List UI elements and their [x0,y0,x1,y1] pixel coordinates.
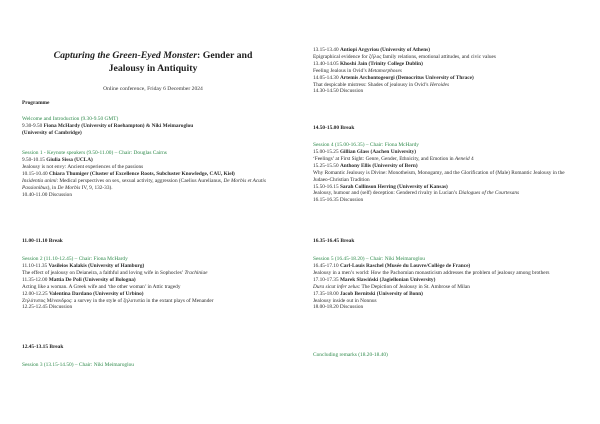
session-3-block [313,47,581,95]
s5-paper-1: Jealousy in a men’s world: How the Pachomian monasticism addresses the problem of jealousy among brothers [313,269,550,276]
welcome-heading: Welcome and Introduction (9.30-9.50 GMT) [22,116,119,122]
s3-speaker-1: Antiopi Argyriou (University of Athens) [339,47,430,53]
s5-time-1: 16.45-17.10 [313,263,339,269]
s5-discussion: 18.00-18.20 Discussion [313,304,364,311]
s1-discussion: 10.40-11.00 Discussion [22,191,72,198]
s2-speaker-1: Vasileios Kalakis (University of Hamburg) [48,263,145,269]
session-5-block [313,256,581,311]
s2-time-2: 11.35-12.00 [22,276,48,283]
s3-speaker-2: Khoshi Jain (Trinity College Dublin) [339,60,423,67]
session-4-block [313,142,581,204]
s2-discussion: 12.25-12.45 Discussion [22,304,73,311]
s3-paper-2: Feeling Jealous in Ovid’s Metamorphoses [313,67,402,74]
s3-paper-3: That despicable mistress: Shades of jealousy in Ovid’s Heroides [313,81,450,88]
s5-paper-3: Jealousy inside out in Nonnus [313,297,377,304]
s4-speaker-2: Anthony Ellis (University of Bern) [339,162,418,169]
s5-speaker-2: Marek Slawiński (Jagiellonian University) [339,276,436,283]
s4-paper-3: Jealousy, humour and (self) deception: Gendered rivalry in Lucian’s Dialogues of the Courtesans [313,190,520,197]
s4-paper-2: Why Romantic Jealousy is Divine: Monotheism, Monogamy, and the Glorification of (Male) Romantic Jealousy in the Judaeo-Christian Tradition [313,169,565,183]
s1-time-2: 10.15-10.40 [22,170,48,177]
s3-time-3: 14.05-14.30 [313,74,339,81]
s3-time-1: 13.15-13.40 [313,47,339,53]
s5-speaker-1: Carl-Louis Raschel (Musée du Louvre/Collège de France) [339,263,471,269]
s5-time-3: 17.35-18.00 [313,290,339,297]
s2-time-3: 12.00-12.25 [22,290,48,297]
s2-paper-2: Acting like a woman. A Greek wife and ‘the other woman’ in Attic tragedy [22,283,181,290]
session-1-heading: Session 1 - Keynote speakers (9.50-11.00) – Chair: Douglas Cairns [22,150,167,156]
break-3: 14.50-15.00 Break [313,125,355,131]
s4-time-2: 15.25-15.50 [313,162,339,169]
session-2-block [22,256,284,311]
s2-paper-1: The effect of jealousy on Deianeira, a faithful and loving wife in Sophocles’ Trachiniae [22,269,208,276]
page-title [22,50,284,75]
welcome-speakers: Fiona McHardy (University of Roehampton) & Niki Meimaroglou [43,123,194,129]
s1-time-1: 9.50-10.15 [22,157,45,163]
break-4: 16.35-16.45 Break [313,238,355,244]
s2-paper-3: Ζηλότυπος Μένανδρος: a survey in the style of ζηλοτυπία in the extant plays of Menander [22,297,214,304]
concluding-remarks: Concluding remarks (18.20-18.40) [313,352,388,358]
welcome-time: 9.30-9.50 [22,123,43,129]
title-rest: : Gender and [197,50,253,61]
break-1: 11.00-11.10 Break [22,238,63,244]
subtitle: Online conference, Friday 6 December 2024 [103,86,203,92]
s5-time-2: 17.10-17.35 [313,276,339,283]
s4-time-1: 15.00-15.25 [313,149,339,155]
s4-paper-1: ‘Feelings’ at First Sight: Genre, Gender, Ethnicity, and Emotion in Aeneid 4 [313,155,474,162]
s4-discussion: 16.15-16.35 Discussion [313,197,364,204]
s2-speaker-2: Mattia De Poli (University of Bologna) [48,276,136,283]
s2-time-1: 11.10-11.35 [22,263,48,269]
session-3-heading: Session 3 (13.15-14.50) – Chair: Niki Meimaroglou [22,362,134,368]
s4-speaker-1: Gillian Glass (Aachen University) [339,149,417,155]
session-4-heading: Session 4 (15.00-16.35) – Chair: Fiona McHardy [313,142,420,148]
s1-speaker-1: Giulia Sissa (UCLA) [46,157,93,163]
s1-paper-1: Jealousy is not envy: Ancient experiences of the passions [22,163,144,170]
welcome-block [22,116,284,137]
s4-time-3: 15.50-16.15 [313,183,339,190]
title-italic: Capturing the Green-Eyed Monster [53,50,198,61]
break-2: 12.45-13.15 Break [22,344,64,350]
s3-speaker-3: Artemis Archontogeorgi (Democritus University of Thrace) [339,74,474,81]
s1-speaker-2: Chiara Thumiger (Cluster of Excellence Roots, Subcluster Knowledge, CAU, Kiel) [48,170,235,177]
session-2-heading: Session 2 (11.10-12.45) – Chair: Fiona McHardy [22,256,128,262]
session-1-block [22,150,284,198]
s4-speaker-3: Sarah Collinson Herring (University of Kansas) [339,183,448,190]
programme-label: Programme [22,100,50,106]
s5-speaker-3: Jacob Bernitski (University of Bonn) [339,290,423,297]
s5-paper-2: Dura sicut infer zelus: The Depiction of Jealousy in St. Ambrose of Milan [313,283,470,290]
s3-time-2: 13.40-14.05 [313,60,339,67]
s3-paper-1: Epigraphical evidence for ζῆλος family relations, emotional attitudes, and civic values [313,53,496,60]
s2-speaker-3: Valentina Dardano (University of Urbino) [48,290,144,297]
session-5-heading: Session 5 (16.45-18.20) – Chair: Niki Meimaroglou [313,256,425,262]
title-line2: Jealousy in Antiquity [108,62,198,74]
welcome-speakers-2: (University of Cambridge) [22,129,82,136]
s3-discussion: 14.30-14.50 Discussion [313,88,364,95]
s1-paper-2: Insidentia animi: Medical perspectives on sex, sexual activity, aggression (Caelius Aurelianus, De Morbis et Acutis Passionibus), in De Morbis IV, 9, 132-33). [22,177,266,191]
